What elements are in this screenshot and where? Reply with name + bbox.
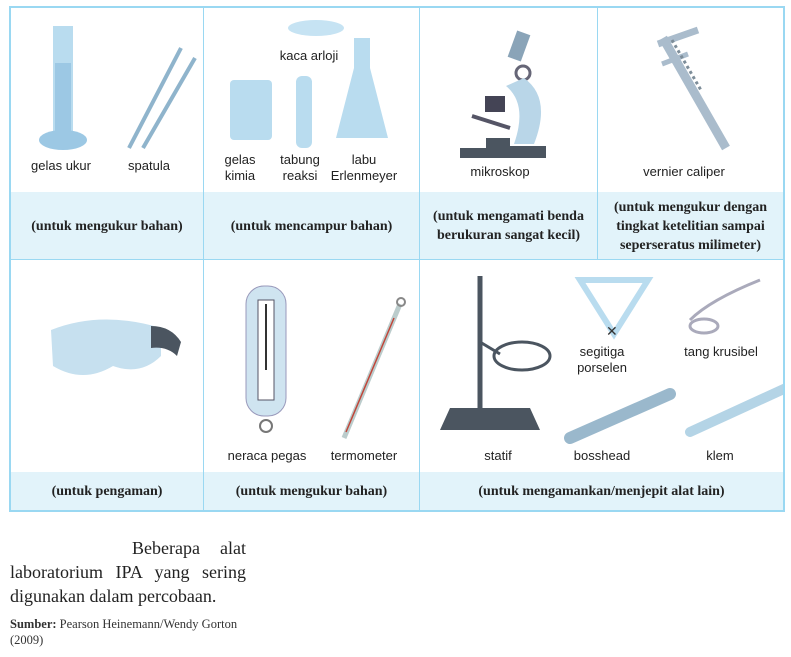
label-gelas-ukur: gelas ukur: [31, 158, 91, 173]
row-divider: [11, 259, 783, 260]
safety-goggles-image: [11, 260, 204, 460]
caption-mencampur-bahan: (untuk mencampur bahan): [204, 192, 420, 260]
vernier-caliper-image: [598, 8, 783, 188]
label-klem: klem: [706, 448, 734, 463]
caption-pengaman: (untuk pengaman): [11, 472, 204, 510]
label-neraca-pegas: neraca pegas: [227, 448, 307, 463]
source-text: Pearson Heinemann/Wendy Gorton (2009): [10, 617, 238, 647]
caption-mengukur-bahan: (untuk mengukur bahan): [11, 192, 204, 260]
source-label: Sumber:: [10, 617, 57, 631]
microscope-image: [420, 8, 598, 188]
label-statif: statif: [484, 448, 512, 463]
figure-caption-text: Beberapa alat laboratorium IPA yang sering digunakan dalam percobaan.: [10, 538, 246, 606]
caption-mengukur-bahan-2: (untuk mengukur bahan): [204, 472, 420, 510]
label-mikroskop: mikroskop: [470, 164, 530, 179]
label-tang-krusibel: tang krusibel: [684, 344, 758, 359]
label-spatula: spatula: [128, 158, 170, 173]
figure-source: [10, 616, 250, 648]
label-gelas-kimia: gelas kimia: [224, 152, 256, 183]
caption-mengukur-ketelitian: (untuk mengukur dengan tingkat ketelitian sampai seperseratus milimeter): [598, 192, 783, 260]
figure-caption: [10, 536, 246, 608]
label-labu-erlenmeyer: labu Erlenmeyer: [330, 152, 398, 183]
lab-equipment-table: [9, 6, 785, 512]
label-termometer: termometer: [330, 448, 398, 463]
label-kaca-arloji: kaca arloji: [279, 48, 339, 63]
label-bosshead: bosshead: [573, 448, 631, 463]
caption-mengamankan: (untuk mengamankan/menjepit alat lain): [420, 472, 783, 510]
caption-mengamati-benda: (untuk mengamati benda berukuran sangat kecil): [420, 192, 598, 260]
label-tabung-reaksi: tabung reaksi: [280, 152, 320, 183]
svg-text:✕: ✕: [606, 323, 618, 339]
spring-balance-thermometer-image: [204, 260, 420, 460]
label-vernier-caliper: vernier caliper: [643, 164, 725, 179]
label-segitiga-porselen: segitiga porselen: [577, 344, 627, 375]
